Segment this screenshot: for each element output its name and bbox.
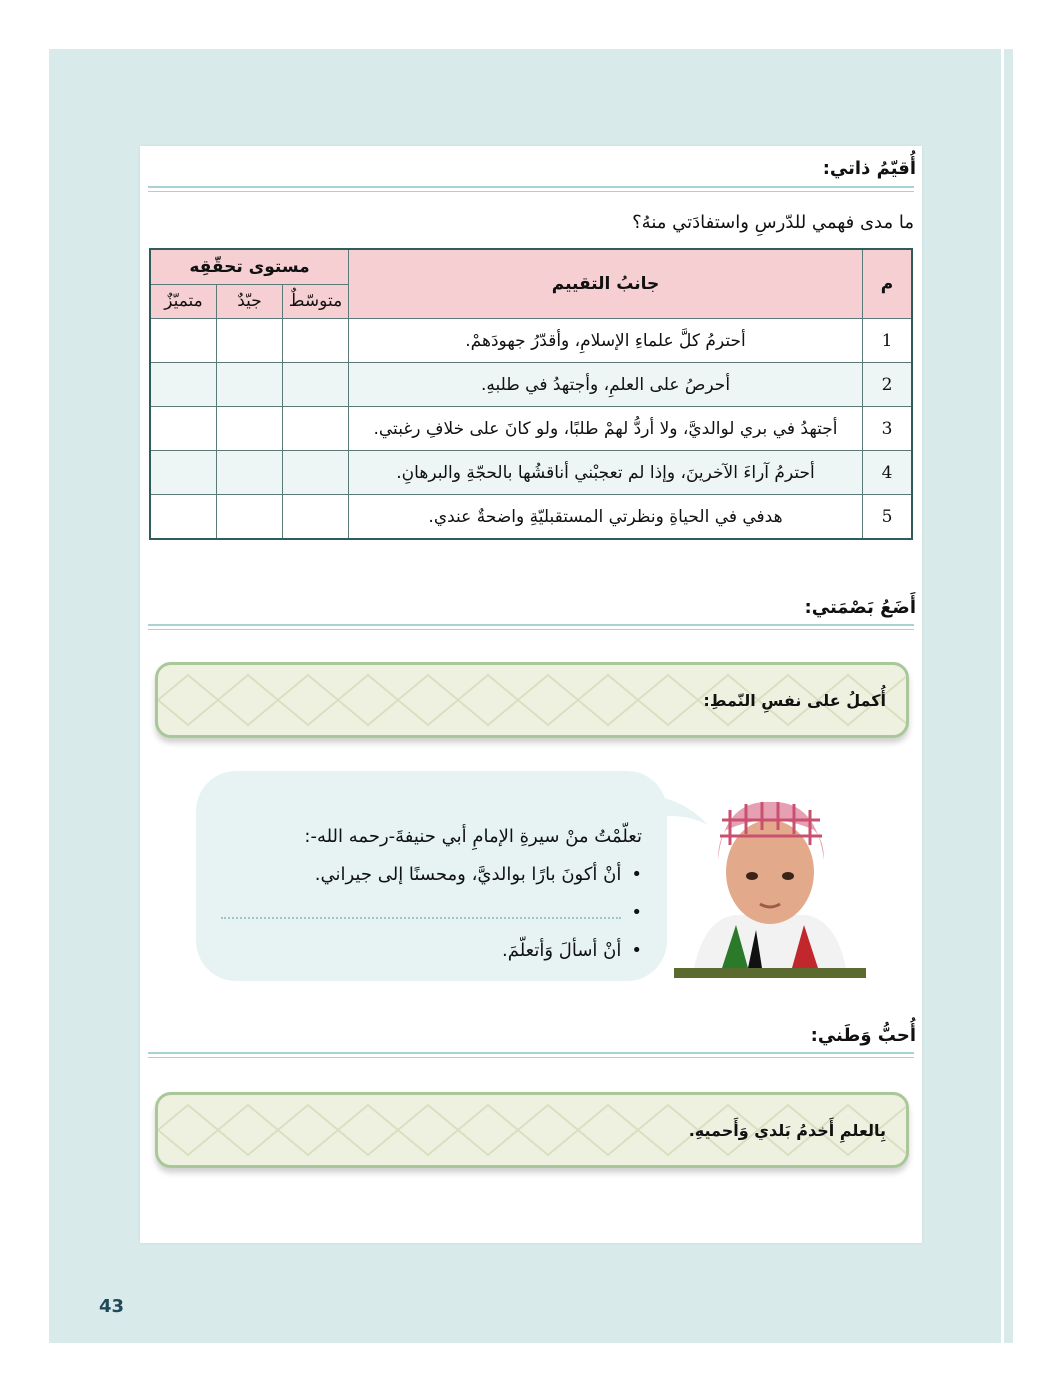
check-cell-average[interactable] xyxy=(283,407,349,451)
check-cell-excellent[interactable] xyxy=(150,451,217,495)
bubble-text xyxy=(221,818,642,970)
level-good-header: جيّدٌ xyxy=(217,284,283,319)
check-cell-average[interactable] xyxy=(283,319,349,363)
section-divider-thin xyxy=(148,1057,914,1058)
section-divider xyxy=(148,186,914,188)
row-text: أجتهدُ في بري لوالديَّ، ولا أردُّ لهمْ طلبًا، ولو كانَ على خلافِ رغبتي. xyxy=(349,407,863,451)
check-cell-average[interactable] xyxy=(283,363,349,407)
check-cell-average[interactable] xyxy=(283,495,349,540)
col-number-header: م xyxy=(863,249,913,319)
list-item xyxy=(221,856,642,894)
table-row xyxy=(150,451,912,495)
fill-in-line[interactable] xyxy=(221,907,621,919)
banner-label: بِالعلمِ أَخدمُ بَلدي وَأَحميهِ. xyxy=(688,1120,886,1140)
section-divider xyxy=(148,624,914,626)
check-cell-good[interactable] xyxy=(217,363,283,407)
row-text: أحرصُ على العلمِ، وأجتهدُ في طلبهِ. xyxy=(349,363,863,407)
col-aspect-header: جانبُ التقييم xyxy=(349,249,863,319)
check-cell-good[interactable] xyxy=(217,319,283,363)
check-cell-excellent[interactable] xyxy=(150,363,217,407)
bubble-intro: تعلّمْتُ منْ سيرةِ الإمامِ أبي حنيفةَ-رحمه الله-: xyxy=(304,826,642,847)
table-row xyxy=(150,495,912,540)
fingerprint-title: أَضَعُ بَصْمَتي: xyxy=(804,597,916,618)
row-text: أحترمُ كلَّ علماءِ الإسلامِ، وأقدّرُ جهودَهمْ. xyxy=(349,319,863,363)
row-number: 3 xyxy=(863,407,913,451)
check-cell-average[interactable] xyxy=(283,451,349,495)
col-level-header: مستوى تحقّقِه xyxy=(150,249,349,284)
list-item xyxy=(221,932,642,970)
level-excellent-header: متميّزٌ xyxy=(150,284,217,319)
row-number: 2 xyxy=(863,363,913,407)
section-divider-thin xyxy=(148,629,914,630)
assessment-question: ما مدى فهمي للدّرسِ واستفادَتي منهُ؟ xyxy=(632,212,914,233)
check-cell-excellent[interactable] xyxy=(150,407,217,451)
bullet-icon: • xyxy=(631,902,642,923)
table-row xyxy=(150,363,912,407)
row-text: هدفي في الحياةِ ونظرتي المستقبليّةِ واضحةٌ عندي. xyxy=(349,495,863,540)
row-number: 1 xyxy=(863,319,913,363)
page-number: 43 xyxy=(99,1296,125,1317)
pattern-banner xyxy=(155,662,909,738)
table-row xyxy=(150,407,912,451)
assessment-table xyxy=(149,248,913,540)
row-number: 4 xyxy=(863,451,913,495)
section-divider xyxy=(148,1052,914,1054)
love-homeland-title: أُحبُّ وَطَني: xyxy=(810,1025,916,1046)
table-row xyxy=(150,319,912,363)
bullet-icon: • xyxy=(631,940,642,961)
row-number: 5 xyxy=(863,495,913,540)
check-cell-good[interactable] xyxy=(217,495,283,540)
list-item-text: أنْ أكونَ بارًا بوالديَّ، ومحسنًا إلى جيراني. xyxy=(314,864,622,885)
page-edge-strip xyxy=(1004,49,1013,1343)
bullet-icon: • xyxy=(631,864,642,885)
list-item xyxy=(221,894,642,932)
check-cell-good[interactable] xyxy=(217,407,283,451)
check-cell-excellent[interactable] xyxy=(150,495,217,540)
check-cell-excellent[interactable] xyxy=(150,319,217,363)
row-text: أحترمُ آراءَ الآخرينَ، وإذا لم تعجبْني أناقشُها بالحجّةِ والبرهانِ. xyxy=(349,451,863,495)
banner-label: أُكملُ على نفسِ النّمطِ: xyxy=(703,690,886,710)
list-item-text: أنْ أسألَ وَأتعلّمَ. xyxy=(502,940,622,961)
self-assessment-title: أُقيّمُ ذاتي: xyxy=(822,158,916,179)
homeland-banner xyxy=(155,1092,909,1168)
check-cell-good[interactable] xyxy=(217,451,283,495)
level-average-header: متوسّطٌ xyxy=(283,284,349,319)
section-divider-thin xyxy=(148,191,914,192)
boy-avatar-icon xyxy=(674,800,866,980)
